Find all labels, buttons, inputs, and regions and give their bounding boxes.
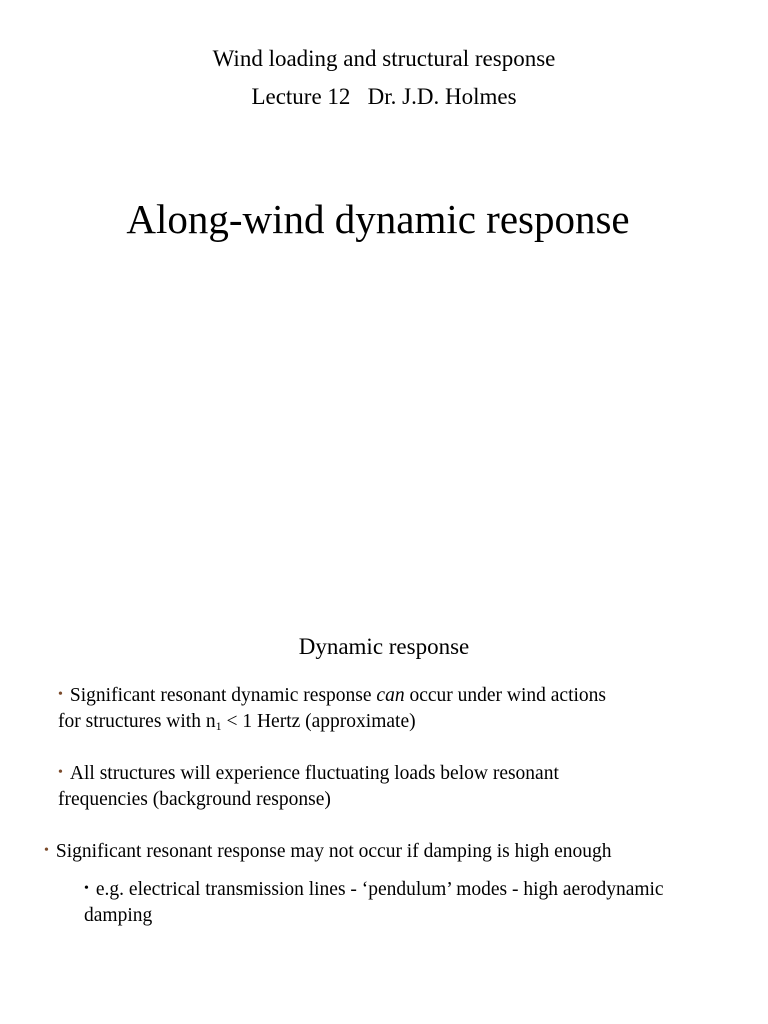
bullet-text: Significant resonant dynamic response — [69, 685, 377, 706]
bullet-text: e.g. electrical transmission lines - ‘pendulum’ modes - high aerodynamic — [95, 879, 664, 900]
subscript: 1 — [215, 719, 222, 733]
bullet-dot-icon: • — [44, 843, 49, 858]
lecture-number: Lecture 12 — [251, 84, 351, 109]
bullet-item — [44, 838, 612, 865]
bullet-dot-icon: • — [84, 881, 89, 896]
bullet-line-2: frequencies (background response) — [58, 789, 331, 810]
bullet-dot-icon: • — [58, 687, 63, 702]
bullet-emphasis: can — [376, 685, 405, 706]
bullet-text: < 1 Hertz (approximate) — [221, 711, 416, 732]
lecturer-name: Dr. J.D. Holmes — [367, 84, 517, 109]
slide-title: Along-wind dynamic response — [126, 196, 630, 242]
bullet-text: for structures with n — [58, 711, 216, 732]
bullet-text: All structures will experience fluctuating loads below resonant — [69, 763, 559, 784]
bullet-text: occur under wind actions — [404, 685, 607, 706]
bullet-line-2: damping — [84, 905, 153, 926]
lecture-line — [0, 82, 768, 112]
bullet-line-2 — [58, 709, 606, 735]
section-heading: Dynamic response — [298, 634, 470, 659]
bullet-item — [58, 682, 606, 735]
bullet-dot-icon: • — [58, 765, 63, 780]
course-title: Wind loading and structural response — [212, 46, 556, 71]
sub-bullet-item — [84, 876, 664, 929]
bullet-item — [58, 760, 559, 813]
bullet-text: Significant resonant response may not occur if damping is high enough — [55, 841, 612, 862]
